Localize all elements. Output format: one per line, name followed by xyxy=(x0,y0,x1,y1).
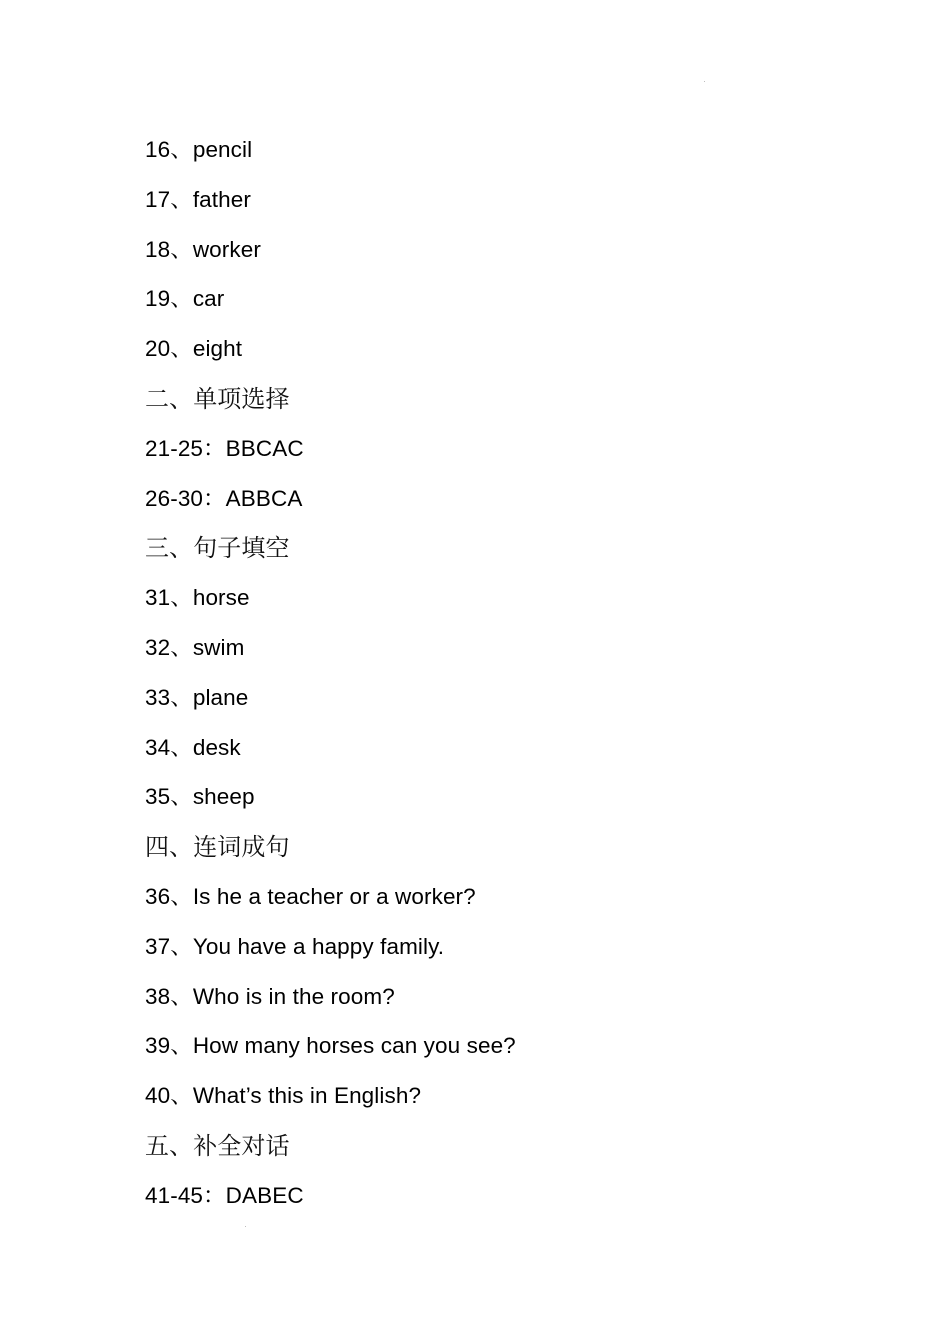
answer-line: 37、You have a happy family. xyxy=(145,933,445,959)
answer-line: 32、swim xyxy=(145,634,245,660)
answer-line: 26-30：ABBCA xyxy=(145,485,303,511)
answer-line: 38、Who is in the room? xyxy=(145,983,395,1009)
answer-line: 17、father xyxy=(145,186,251,212)
answer-line: 16、pencil xyxy=(145,137,253,162)
answer-line: 33、plane xyxy=(145,684,249,710)
answer-line: 31、horse xyxy=(145,585,250,611)
answer-line: 19、car xyxy=(145,286,225,312)
answer-line: 34、desk xyxy=(145,734,241,760)
answer-line: 21-25：BBCAC xyxy=(145,435,304,461)
answer-list xyxy=(145,134,845,1230)
section-heading: 四、连词成句 xyxy=(145,833,290,862)
page-speck xyxy=(245,1226,246,1227)
answer-line: 36、Is he a teacher or a worker? xyxy=(145,883,476,909)
section-heading: 五、补全对话 xyxy=(145,1131,290,1160)
answer-line: 35、sheep xyxy=(145,784,255,810)
page-speck xyxy=(704,81,705,82)
answer-line: 39、How many horses can you see? xyxy=(145,1033,516,1059)
section-heading: 三、句子填空 xyxy=(145,534,290,563)
answer-line: 20、eight xyxy=(145,336,243,362)
answer-line: 41-45：DABEC xyxy=(145,1182,304,1208)
answer-line: 18、worker xyxy=(145,236,261,262)
answer-line: 40、What’s this in English? xyxy=(145,1083,422,1109)
section-heading: 二、单项选择 xyxy=(145,384,290,413)
